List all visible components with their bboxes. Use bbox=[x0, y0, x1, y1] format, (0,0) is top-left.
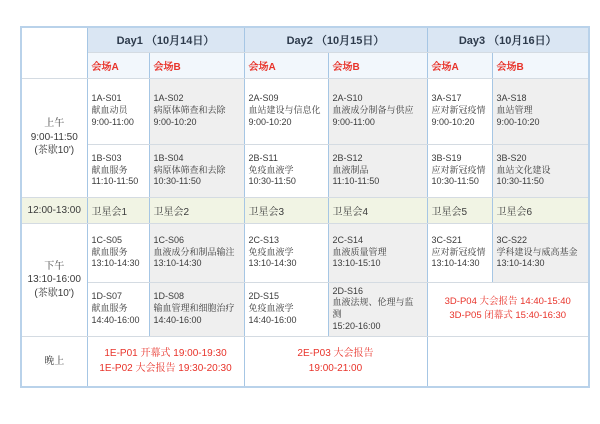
session-id: 1A-S01 bbox=[91, 93, 122, 104]
session-time: 15:20-16:00 bbox=[332, 321, 381, 332]
session-title: 病原体筛查和去除 bbox=[153, 164, 226, 175]
session-cell-1A-S01 bbox=[87, 78, 149, 144]
session-time: 14:40-16:00 bbox=[153, 315, 202, 326]
venue-day1-a: 会场A bbox=[87, 52, 149, 78]
session-title: 应对新冠疫情 bbox=[431, 105, 486, 116]
session-time: 13:10-14:30 bbox=[153, 258, 202, 269]
session-id: 1D-S08 bbox=[153, 291, 185, 302]
venue-day2-a: 会场A bbox=[244, 52, 328, 78]
session-title: 血站管理 bbox=[496, 105, 533, 116]
session-cell-1C-S05 bbox=[87, 223, 149, 282]
session-time: 9:00-10:20 bbox=[153, 116, 197, 127]
session-cell-1B-S03 bbox=[87, 144, 149, 197]
session-time: 13:10-14:30 bbox=[248, 258, 297, 269]
plenary-line: 19:00-21:00 bbox=[308, 363, 363, 375]
session-time: 13:10-15:10 bbox=[332, 258, 381, 269]
plenary-cell-day3-afternoon bbox=[427, 282, 589, 337]
plenary-line: 1E-P01 开幕式 19:00-19:30 bbox=[104, 348, 227, 360]
venue-day1-b: 会场B bbox=[149, 52, 244, 78]
session-id: 3B-S20 bbox=[496, 152, 527, 163]
session-title: 血液成分和制品输注 bbox=[153, 246, 235, 257]
session-title: 免疫血液学 bbox=[248, 303, 294, 314]
corner-cell bbox=[21, 27, 87, 78]
session-id: 3B-S19 bbox=[431, 152, 462, 163]
session-id: 2B-S11 bbox=[248, 152, 278, 163]
satellite-3: 卫星会3 bbox=[244, 197, 328, 223]
session-cell-2B-S11 bbox=[244, 144, 328, 197]
venue-day3-b: 会场B bbox=[492, 52, 589, 78]
session-cell-2D-S16 bbox=[328, 282, 427, 337]
session-title: 输血管理和细胞治疗 bbox=[153, 303, 235, 314]
session-title: 免疫血液学 bbox=[248, 164, 294, 175]
satellite-5: 卫星会5 bbox=[427, 197, 492, 223]
session-title: 血站文化建设 bbox=[496, 164, 551, 175]
session-cell-2A-S09 bbox=[244, 78, 328, 144]
session-id: 2D-S15 bbox=[248, 291, 280, 302]
afternoon-row-1 bbox=[21, 223, 589, 282]
session-id: 2C-S14 bbox=[332, 234, 364, 245]
session-cell-2B-S12 bbox=[328, 144, 427, 197]
session-time: 13:10-14:30 bbox=[91, 258, 140, 269]
time-cell-afternoon bbox=[21, 223, 87, 337]
session-id: 2A-S10 bbox=[332, 93, 363, 104]
plenary-line: 2E-P03 大会报告 bbox=[297, 348, 374, 360]
time-cell-morning bbox=[21, 78, 87, 197]
session-cell-3A-S17 bbox=[427, 78, 492, 144]
session-id: 3A-S17 bbox=[431, 93, 462, 104]
session-time: 13:10-14:30 bbox=[496, 258, 545, 269]
session-time: 10:30-11:50 bbox=[153, 176, 201, 187]
session-cell-1B-S04 bbox=[149, 144, 244, 197]
session-time: 10:30-11:50 bbox=[431, 176, 479, 187]
session-title: 血站建设与信息化 bbox=[248, 105, 321, 116]
session-cell-1A-S02 bbox=[149, 78, 244, 144]
session-title: 应对新冠疫情 bbox=[431, 246, 486, 257]
session-id: 2B-S12 bbox=[332, 152, 363, 163]
day2-header: Day2 （10月15日） bbox=[244, 27, 427, 52]
session-cell-3A-S18 bbox=[492, 78, 589, 144]
session-id: 1C-S06 bbox=[153, 234, 185, 245]
morning-row-1 bbox=[21, 78, 589, 144]
evening-row bbox=[21, 337, 589, 387]
plenary-cell-day1-evening bbox=[87, 337, 244, 387]
session-id: 1B-S03 bbox=[91, 152, 122, 163]
session-time: 9:00-10:20 bbox=[496, 116, 540, 127]
session-cell-1D-S07 bbox=[87, 282, 149, 337]
session-time: 11:10-11:50 bbox=[332, 176, 380, 187]
venue-row bbox=[21, 52, 589, 78]
session-title: 免疫血液学 bbox=[248, 246, 294, 257]
session-time: 13:10-14:30 bbox=[431, 258, 480, 269]
afternoon-break: (茶歇10') bbox=[34, 287, 75, 299]
morning-row-2 bbox=[21, 144, 589, 197]
day-header-row bbox=[21, 27, 589, 52]
session-title: 血液制品 bbox=[332, 164, 369, 175]
satellite-1: 卫星会1 bbox=[87, 197, 149, 223]
session-time: 9:00-11:00 bbox=[91, 116, 134, 127]
session-title: 学科建设与威高基金 bbox=[496, 246, 578, 257]
plenary-line: 3D-P05 闭幕式 15:40-16:30 bbox=[449, 310, 567, 322]
session-title: 献血动员 bbox=[91, 105, 128, 116]
session-id: 1A-S02 bbox=[153, 93, 184, 104]
morning-label: 上午 bbox=[44, 118, 65, 130]
session-time: 9:00-10:20 bbox=[248, 116, 292, 127]
session-title: 献血服务 bbox=[91, 303, 128, 314]
session-cell-2C-S14 bbox=[328, 223, 427, 282]
session-title: 血液质量管理 bbox=[332, 246, 387, 257]
session-cell-1C-S06 bbox=[149, 223, 244, 282]
session-time: 9:00-11:00 bbox=[332, 116, 375, 127]
session-title: 血液法规、伦理与监测 bbox=[332, 297, 414, 320]
session-id: 2D-S16 bbox=[332, 285, 364, 296]
session-time: 11:10-11:50 bbox=[91, 176, 139, 187]
session-cell-3C-S21 bbox=[427, 223, 492, 282]
session-id: 1D-S07 bbox=[91, 291, 123, 302]
session-cell-2D-S15 bbox=[244, 282, 328, 337]
session-time: 14:40-16:00 bbox=[248, 315, 297, 326]
morning-break: (茶歇10') bbox=[34, 145, 75, 157]
satellite-row bbox=[21, 197, 589, 223]
session-cell-3B-S20 bbox=[492, 144, 589, 197]
session-cell-3B-S19 bbox=[427, 144, 492, 197]
satellite-6: 卫星会6 bbox=[492, 197, 589, 223]
session-title: 病原体筛查和去除 bbox=[153, 105, 226, 116]
session-id: 3A-S18 bbox=[496, 93, 527, 104]
session-id: 1B-S04 bbox=[153, 152, 184, 163]
session-time: 14:40-16:00 bbox=[91, 315, 140, 326]
session-cell-1D-S08 bbox=[149, 282, 244, 337]
satellite-2: 卫星会2 bbox=[149, 197, 244, 223]
session-id: 2A-S09 bbox=[248, 93, 279, 104]
session-id: 3C-S21 bbox=[431, 234, 463, 245]
morning-hours: 9:00-11:50 bbox=[30, 131, 78, 143]
time-cell-evening: 晚上 bbox=[21, 337, 87, 387]
plenary-line: 3D-P04 大会报告 14:40-15:40 bbox=[444, 296, 571, 307]
session-id: 1C-S05 bbox=[91, 234, 123, 245]
session-id: 3C-S22 bbox=[496, 234, 528, 245]
day1-header: Day1 （10月14日） bbox=[87, 27, 244, 52]
session-cell-2C-S13 bbox=[244, 223, 328, 282]
plenary-cell-day3-evening bbox=[427, 337, 589, 387]
session-time: 10:30-11:50 bbox=[496, 176, 544, 187]
venue-day3-a: 会场A bbox=[427, 52, 492, 78]
session-title: 献血服务 bbox=[91, 246, 128, 257]
time-cell-noon: 12:00-13:00 bbox=[21, 197, 87, 223]
session-title: 血液成分制备与供应 bbox=[332, 105, 414, 116]
session-title: 应对新冠疫情 bbox=[431, 164, 486, 175]
day3-header: Day3 （10月16日） bbox=[427, 27, 589, 52]
session-time: 10:30-11:50 bbox=[248, 176, 296, 187]
session-cell-3C-S22 bbox=[492, 223, 589, 282]
venue-day2-b: 会场B bbox=[328, 52, 427, 78]
plenary-cell-day2-evening bbox=[244, 337, 427, 387]
afternoon-label: 下午 bbox=[44, 260, 65, 272]
afternoon-hours: 13:10-16:00 bbox=[27, 274, 81, 285]
afternoon-row-2 bbox=[21, 282, 589, 337]
conference-schedule-table bbox=[20, 26, 590, 388]
satellite-4: 卫星会4 bbox=[328, 197, 427, 223]
session-id: 2C-S13 bbox=[248, 234, 280, 245]
session-title: 献血服务 bbox=[91, 164, 128, 175]
plenary-line: 1E-P02 大会报告 19:30-20:30 bbox=[99, 363, 232, 375]
session-time: 9:00-10:20 bbox=[431, 116, 475, 127]
session-cell-2A-S10 bbox=[328, 78, 427, 144]
